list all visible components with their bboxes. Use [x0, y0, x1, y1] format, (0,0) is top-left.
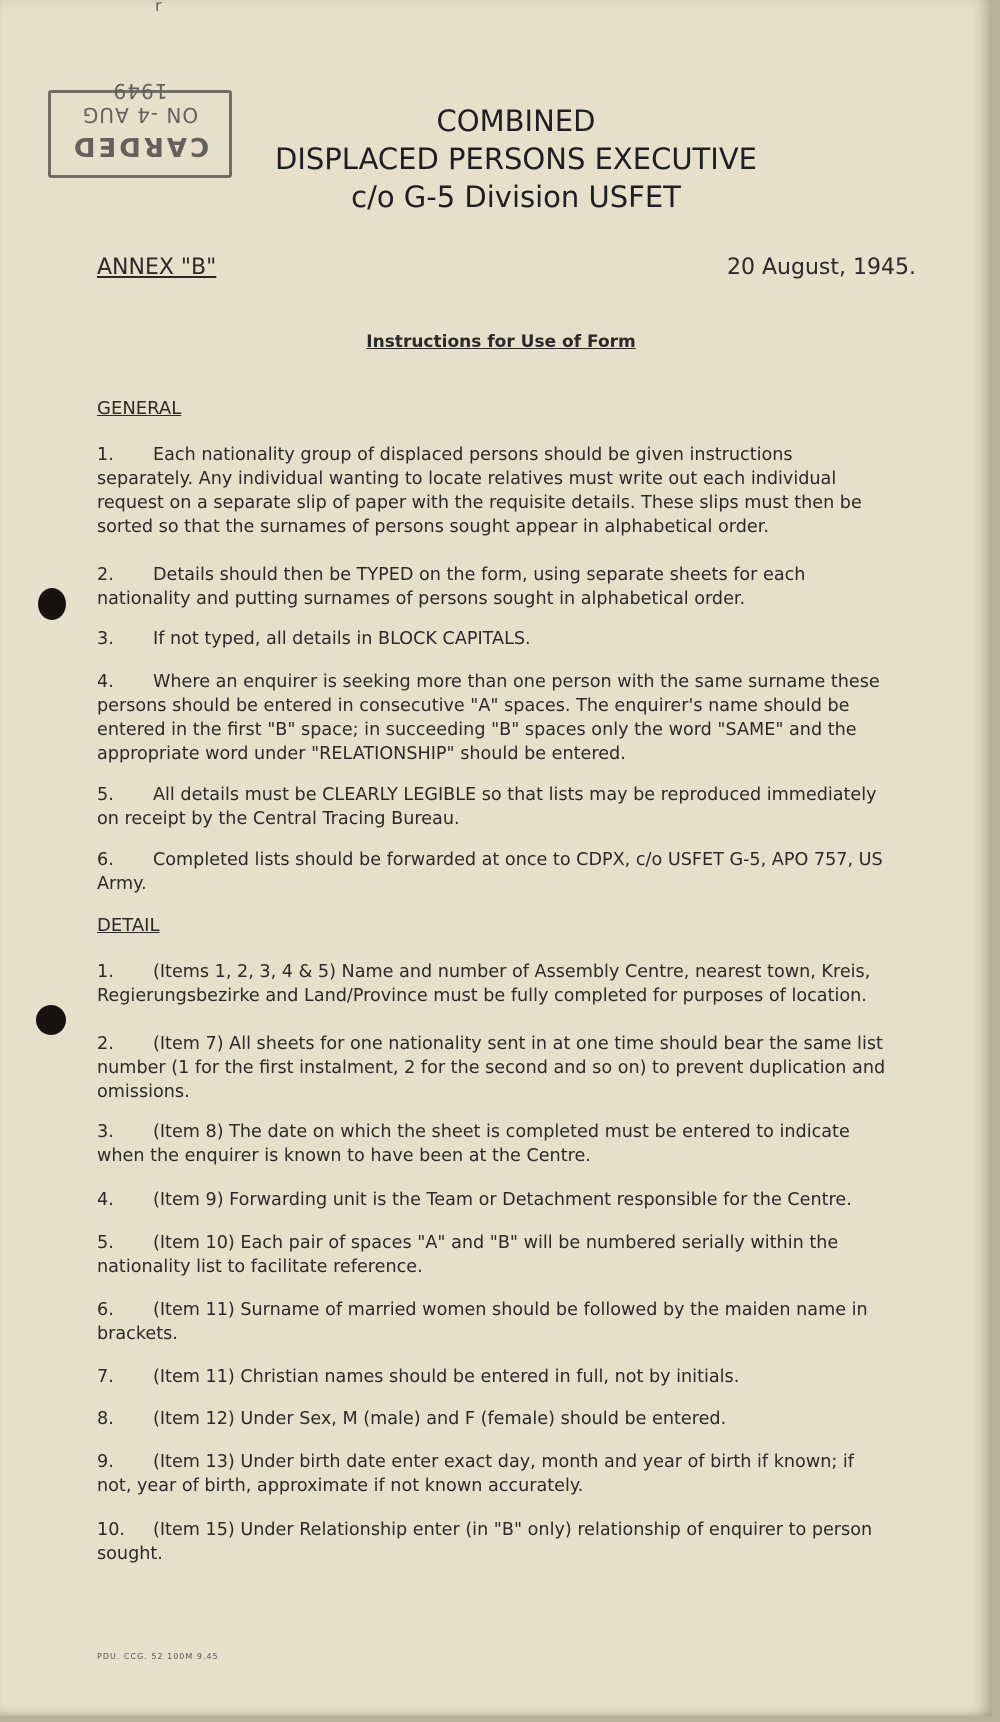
general-item-5 [97, 783, 892, 831]
detail-item-3 [97, 1120, 892, 1168]
header-line-2: DISPLACED PERSONS EXECUTIVE [275, 142, 757, 176]
item-text: (Item 15) Under Relationship enter (in "B" only) relationship of enquirer to person sought. [97, 1520, 873, 1564]
item-number: 8. [97, 1409, 114, 1429]
punch-hole-mark [38, 588, 66, 620]
general-heading: GENERAL [97, 398, 182, 419]
detail-item-5 [97, 1231, 892, 1279]
item-text: If not typed, all details in BLOCK CAPITALS. [153, 629, 531, 649]
item-text: (Item 8) The date on which the sheet is completed must be entered to indicate when the enquirer is known to have been at the Centre. [97, 1122, 850, 1166]
item-number: 4. [97, 1190, 114, 1210]
annex-label: ANNEX "B" [97, 255, 217, 280]
detail-item-2 [97, 1032, 892, 1104]
item-number: 2. [97, 565, 114, 585]
item-number: 4. [97, 672, 114, 692]
printer-imprint: PDU. CCG. 52 100M 9.45 [97, 1652, 219, 1661]
detail-item-9 [97, 1450, 892, 1498]
document-subtitle: Instructions for Use of Form [366, 332, 636, 352]
stamp-line-1: CARDED [70, 131, 210, 161]
item-number: 10. [97, 1520, 125, 1540]
item-number: 5. [97, 1233, 114, 1253]
punch-hole-mark [36, 1005, 66, 1035]
detail-item-8 [97, 1407, 892, 1431]
detail-item-1 [97, 960, 892, 1008]
detail-item-10 [97, 1518, 892, 1566]
item-number: 1. [97, 962, 114, 982]
general-item-1 [97, 443, 892, 539]
item-text: Completed lists should be forwarded at once to CDPX, c/o USFET G-5, APO 757, US Army. [97, 850, 883, 894]
item-text: Each nationality group of displaced persons should be given instructions separately. Any individual wanting to locate relatives must write out each individual request on a separate slip of paper with the requisite details. These slips must then be sorted so that the surnames of persons sought appear in alphabetical order. [97, 445, 862, 537]
header-line-1: COMBINED [436, 104, 596, 138]
detail-item-7 [97, 1365, 892, 1389]
general-item-6 [97, 848, 892, 896]
item-number: 1. [97, 445, 114, 465]
general-item-4 [97, 670, 892, 766]
item-text: Where an enquirer is seeking more than one person with the same surname these persons should be entered in consecutive "A" spaces. The enquirer's name should be entered in the first "B" space; in succeeding "B" spaces only the word "SAME" and the appropriate word under "RELATIONSHIP" should be entered. [97, 672, 880, 764]
detail-heading: DETAIL [97, 915, 160, 936]
item-number: 9. [97, 1452, 114, 1472]
item-text: (Item 11) Christian names should be entered in full, not by initials. [153, 1367, 740, 1387]
item-number: 6. [97, 850, 114, 870]
detail-item-6 [97, 1298, 892, 1346]
document-header [0, 102, 992, 216]
ink-mark: r [155, 0, 162, 15]
general-item-2 [97, 563, 892, 611]
document-date: 20 August, 1945. [727, 255, 916, 280]
item-text: (Item 12) Under Sex, M (male) and F (female) should be entered. [153, 1409, 727, 1429]
item-number: 7. [97, 1367, 114, 1387]
item-text: (Item 9) Forwarding unit is the Team or Detachment responsible for the Centre. [153, 1190, 852, 1210]
header-line-3: c/o G-5 Division USFET [351, 180, 681, 214]
item-text: (Item 13) Under birth date enter exact day, month and year of birth if known; if not, year of birth, approximate if not known accurately. [97, 1452, 854, 1496]
item-text: Details should then be TYPED on the form, using separate sheets for each nationality and putting surnames of persons sought in alphabetical order. [97, 565, 806, 609]
item-text: All details must be CLEARLY LEGIBLE so that lists may be reproduced immediately on receipt by the Central Tracing Bureau. [97, 785, 877, 829]
item-number: 2. [97, 1034, 114, 1054]
detail-item-4 [97, 1188, 892, 1212]
item-number: 6. [97, 1300, 114, 1320]
item-number: 3. [97, 1122, 114, 1142]
item-text: (Item 11) Surname of married women should be followed by the maiden name in brackets. [97, 1300, 868, 1344]
general-item-3 [97, 627, 892, 651]
stamp-line-2: ON -4 AUG 1949 [81, 79, 199, 127]
item-text: (Items 1, 2, 3, 4 & 5) Name and number of Assembly Centre, nearest town, Kreis, Regierungsbezirke and Land/Province must be fully completed for purposes of location. [97, 962, 871, 1006]
item-number: 5. [97, 785, 114, 805]
item-text: (Item 10) Each pair of spaces "A" and "B" will be numbered serially within the nationality list to facilitate reference. [97, 1233, 839, 1277]
item-text: (Item 7) All sheets for one nationality sent in at one time should bear the same list number (1 for the first instalment, 2 for the second and so on) to prevent duplication and omissions. [97, 1034, 886, 1102]
item-number: 3. [97, 629, 114, 649]
